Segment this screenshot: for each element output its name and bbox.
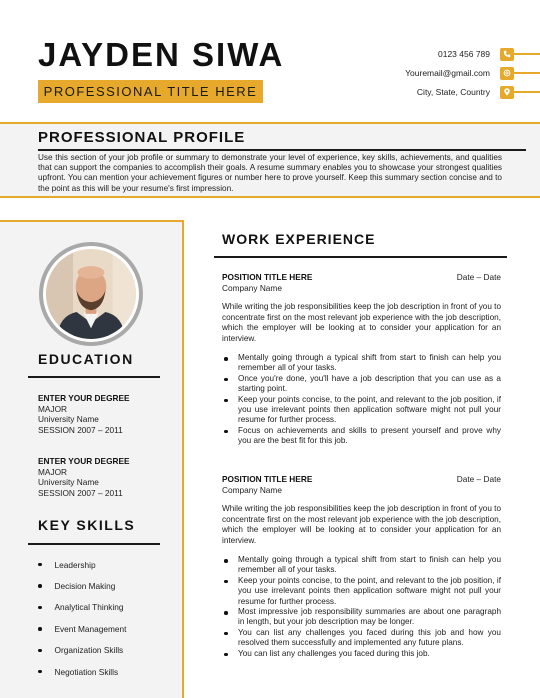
job-title: POSITION TITLE HERE [222,474,313,484]
job-description: While writing the job responsibilities keep the job description in front of you to concentrate first on the most relevant job experience with the job description, which the employer will be looking at to consider your application for an interview. [222,302,501,343]
session: SESSION 2007 – 2011 [38,424,123,435]
responsibility-item: You can list any challenges you faced during this job. [222,649,501,659]
resume-header [0,0,540,122]
contact-phone [438,45,540,63]
job-description: While writing the job responsibilities keep the job description in front of you to concentrate first on the most relevant job experience with the job description, which the employer will be looking at to consider your application for an interview. [222,504,501,545]
session: SESSION 2007 – 2011 [38,487,123,498]
sidebar [0,220,184,698]
job-title: POSITION TITLE HERE [222,272,313,282]
skill-item: Decision Making [38,575,126,596]
responsibility-item: Focus on achievements and skills to present yourself and prove why you are the best fit for this job. [222,426,501,447]
major: MAJOR [38,466,68,477]
skill-item: Event Management [38,618,126,639]
job-date: Date – Date [456,272,501,282]
phone-text: 0123 456 789 [438,49,490,59]
skill-item: Negotiation Skills [38,661,126,682]
company-name: Company Name [222,484,282,495]
degree-name: ENTER YOUR DEGREE [38,456,130,466]
profile-photo [46,249,136,339]
profile-heading: PROFESSIONAL PROFILE [38,129,246,146]
phone-icon [500,48,514,61]
skills-list [38,554,126,682]
email-text: Youremail@gmail.com [405,68,490,78]
skills-divider [28,543,160,545]
professional-title: PROFESSIONAL TITLE HERE [38,80,263,103]
job-responsibilities [222,555,501,659]
profile-summary: Use this section of your job profile or summary to demonstrate your level of experience, key skills, achievements, and qualities that can support the companies to accomplish their goals. A resume summary enables you to showcase your strongest qualities upfront. You can mention your achievement figures or number here to prove yourself. Keep this summary section concise and to the point as this will be your resume's first impression. [38,153,502,193]
university-name: University Name [38,414,99,424]
location-icon [500,86,514,99]
education-entry [38,393,130,435]
contact-email [405,64,540,82]
profile-divider [38,149,526,151]
key-skills-heading: KEY SKILLS [38,517,136,533]
skill-item: Analytical Thinking [38,597,126,618]
profile-photo-frame [39,242,143,346]
responsibility-item: Once you're done, you'll have a job description that you can use as a starting point. [222,374,501,395]
candidate-name: JAYDEN SIWA [38,36,285,73]
skill-item: Leadership [38,554,126,575]
email-icon [500,67,514,80]
responsibility-item: Keep your points concise, to the point, and relevant to the job position, if you use irrelevant points then application software might not pull your resume for further process. [222,395,501,426]
work-experience-divider [214,256,507,258]
company-name: Company Name [222,282,282,293]
contact-location [417,83,540,101]
major: MAJOR [38,403,68,414]
professional-profile-section [0,122,540,198]
job-entry [222,272,501,447]
responsibility-item: Mentally going through a typical shift from start to finish can help you remember all of your tasks. [222,555,501,576]
education-heading: EDUCATION [38,351,134,367]
job-date: Date – Date [456,474,501,484]
university-name: University Name [38,477,99,487]
job-responsibilities [222,353,501,447]
responsibility-item: Keep your points concise, to the point, and relevant to the job position, if you use irrelevant points then application software might not pull your resume for further process. [222,576,501,607]
responsibility-item: Mentally going through a typical shift from start to finish can help you remember all of your tasks. [222,353,501,374]
education-divider [28,376,160,378]
skill-item: Organization Skills [38,640,126,661]
responsibility-item: You can list any challenges you faced during this job and how you resolved them successfully and implemented any future plans. [222,628,501,649]
location-text: City, State, Country [416,87,490,97]
work-experience-heading: WORK EXPERIENCE [222,231,376,247]
education-entry [38,456,130,498]
responsibility-item: Most impressive job responsibility summaries are about one paragraph in length, but your job description may be longer. [222,607,501,628]
job-entry [222,474,501,659]
degree-name: ENTER YOUR DEGREE [38,393,130,403]
